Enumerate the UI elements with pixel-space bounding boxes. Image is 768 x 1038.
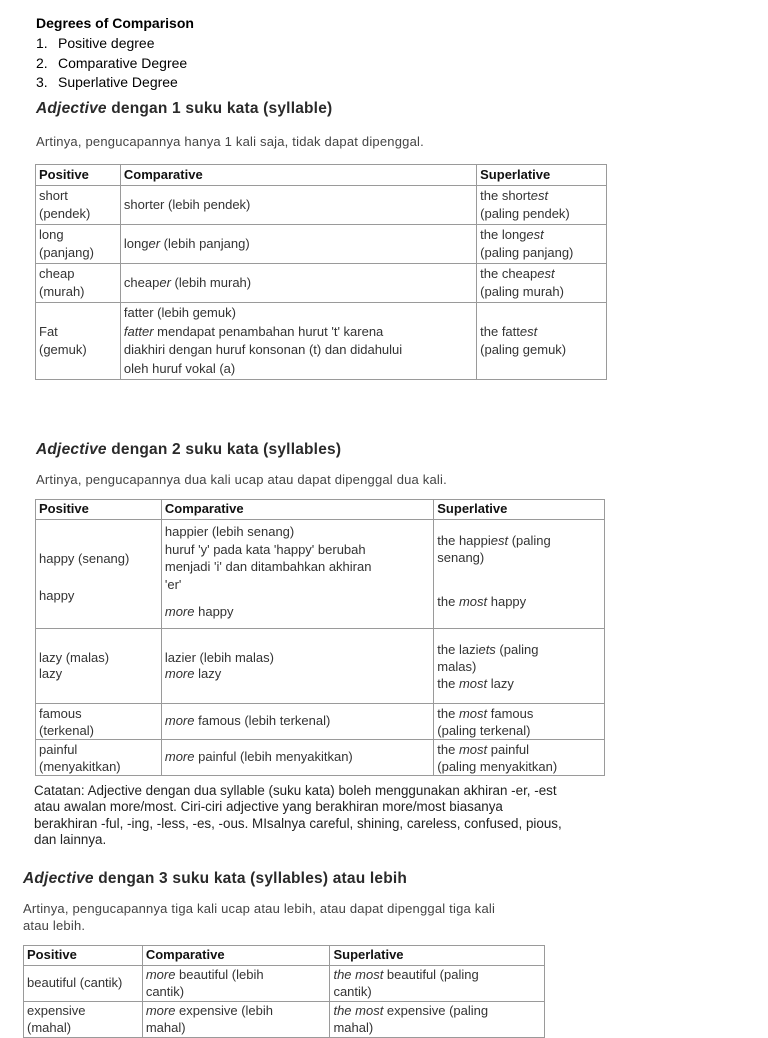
table-row: Fat (gemuk) fatter (lebih gemuk) fatter mendapat penambahan hurut 't' karena diakhiri dengan huruf konsonan (t) dan didahului oleh huruf vokal (a) the fattest (paling gemuk)	[36, 303, 607, 380]
table-row: lazy (malas) lazy lazier (lebih malas) more lazy the laziets (paling malas) the most lazy	[36, 629, 605, 704]
section3-heading: Adjective dengan 3 suku kata (syllables) atau lebih	[23, 870, 408, 887]
column-header: Positive	[36, 500, 162, 520]
table-one-syllable	[35, 164, 607, 380]
column-header: Comparative	[161, 500, 433, 520]
section2-note: Catatan: Adjective dengan dua syllable (suku kata) boleh menggunakan akhiran -er, -est atau awalan more/most. Ciri-ciri adjective yang berakhiran more/most biasanya berakhiran -ful, -ing, -less, -es, -ous. MIsalnya careful, shining, careless, confused, pious, dan lainnya.	[34, 783, 562, 848]
column-header: Superlative	[477, 165, 607, 186]
section1-subtitle: Artinya, pengucapannya hanya 1 kali saja, tidak dapat dipenggal.	[36, 134, 424, 149]
table-row: expensive (mahal) more expensive (lebih mahal) the most expensive (paling mahal)	[24, 1001, 545, 1037]
section1-heading: Adjective dengan 1 suku kata (syllable)	[36, 100, 333, 117]
list-item: 1. Positive degree	[36, 35, 155, 51]
column-header: Comparative	[120, 165, 476, 186]
column-header: Comparative	[142, 946, 330, 966]
column-header: Superlative	[434, 500, 605, 520]
list-item: 2. Comparative Degree	[36, 54, 188, 71]
section2-subtitle: Artinya, pengucapannya dua kali ucap atau dapat dipenggal dua kali.	[36, 472, 447, 487]
list-item: 3. Superlative Degree	[36, 74, 178, 90]
page-title: Degrees of Comparison	[36, 15, 194, 31]
table-row: cheap (murah) cheaper (lebih murah) the cheapest (paling murah)	[36, 264, 607, 303]
column-header: Superlative	[330, 946, 545, 966]
table-two-syllables	[35, 499, 605, 776]
table-row: painful (menyakitkan) more painful (lebih menyakitkan) the most painful (paling menyakitkan)	[36, 740, 605, 776]
table-row: short (pendek) shorter (lebih pendek) the shortest (paling pendek)	[36, 186, 607, 225]
section2-heading: Adjective dengan 2 suku kata (syllables)	[36, 441, 342, 458]
degree-list	[36, 34, 187, 93]
column-header: Positive	[24, 946, 143, 966]
table-row: beautiful (cantik) more beautiful (lebih cantik) the most beautiful (paling cantik)	[24, 965, 545, 1001]
column-header: Positive	[36, 165, 121, 186]
table-row: long (panjang) longer (lebih panjang) the longest (paling panjang)	[36, 225, 607, 264]
table-row: happy (senang) happy happier (lebih senang) huruf 'y' pada kata 'happy' berubah menjadi 'i' dan ditambahkan akhiran 'er' more happy the happiest (paling senang) the most happy	[36, 520, 605, 629]
table-row: famous (terkenal) more famous (lebih terkenal) the most famous (paling terkenal)	[36, 704, 605, 740]
section3-subtitle: Artinya, pengucapannya tiga kali ucap atau lebih, atau dapat dipenggal tiga kali atau lebih.	[23, 901, 496, 933]
